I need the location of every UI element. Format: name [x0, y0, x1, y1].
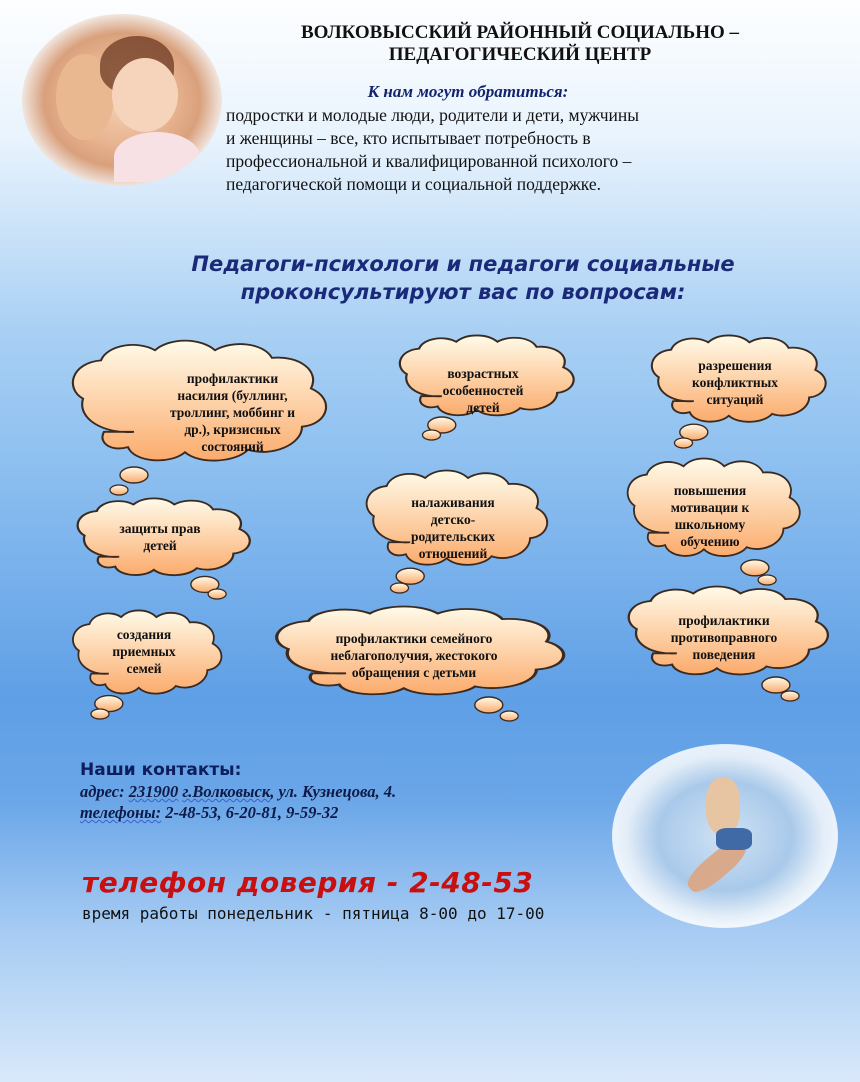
topic-cloud: [44, 340, 344, 490]
page-title: ВОЛКОВЫССКИЙ РАЙОННЫЙ СОЦИАЛЬНО – ПЕДАГОГИЧЕСКИЙ ЦЕНТР: [300, 22, 740, 65]
topic-cloud: [632, 335, 838, 443]
topic-cloud: [606, 586, 842, 696]
topic-cloud: [244, 606, 584, 716]
topic-cloud: [380, 335, 586, 435]
topic-cloud-text: создания приемных семей: [112, 627, 176, 676]
topic-cloud-text: возрастных особенностей детей: [442, 366, 524, 415]
mother-child-photo: [22, 14, 222, 186]
contacts-address: адрес: 231900 г.Волковыск, ул. Кузнецова, 4.: [80, 782, 397, 801]
topic-cloud: [608, 458, 812, 580]
topic-cloud: [346, 470, 560, 588]
topic-cloud: [56, 610, 232, 714]
topic-cloud-text: профилактики семейного неблагополучия, жестокого обращения с детьми: [330, 631, 498, 680]
contacts-title: Наши контакты:: [80, 760, 242, 780]
audience-label: К нам могут обратиться:: [367, 82, 569, 101]
topic-cloud-text: налаживания детско- родительских отношений: [410, 495, 496, 561]
topic-cloud: [58, 498, 262, 594]
audience-text: подростки и молодые люди, родители и дети, мужчины и женщины – все, кто испытывает потребность в профессиональной и квалифицированной психолого – педагогической помощи и социальной поддержке.: [226, 105, 640, 194]
topic-cloud-text: профилактики противоправного поведения: [670, 613, 778, 662]
topic-cloud-text: защиты прав детей: [119, 521, 201, 553]
topic-cloud-text: профилактики насилия (буллинг, троллинг, моббинг и др.), кризисных состояний: [169, 371, 296, 454]
topic-cloud-text: повышения мотивации к школьному обучению: [670, 483, 750, 549]
contacts-phones: телефоны: 2-48-53, 6-20-81, 9-59-32: [80, 803, 339, 822]
consult-headline: Педагоги-психологи и педагоги социальные проконсультируют вас по вопросам:: [191, 252, 735, 304]
topic-cloud-text: разрешения конфликтных ситуаций: [692, 358, 778, 407]
child-in-sky-photo: [612, 744, 838, 928]
working-hours: время работы понедельник - пятница 8-00 до 17-00: [82, 904, 545, 923]
hotline-phone: телефон доверия - 2-48-53: [82, 866, 534, 899]
